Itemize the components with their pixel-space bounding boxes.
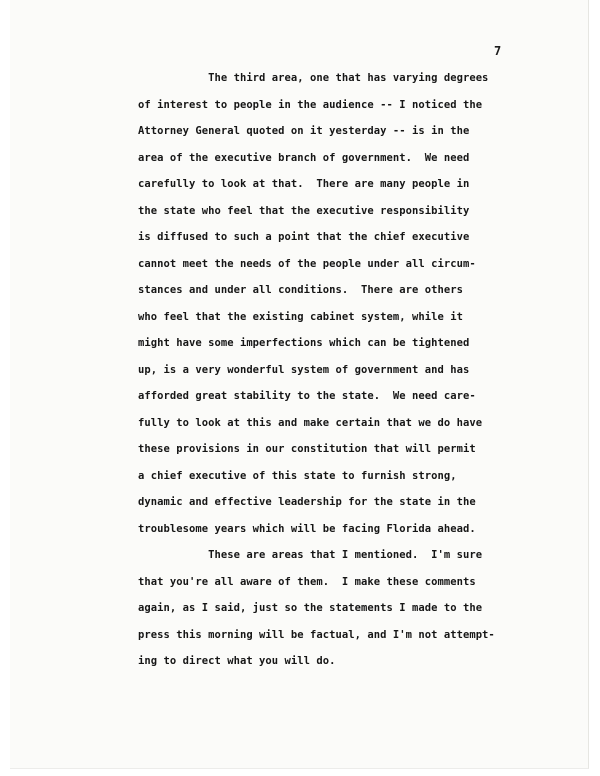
text-line: cannot meet the needs of the people under all circum- xyxy=(138,257,476,270)
text-line: ing to direct what you will do. xyxy=(138,655,336,667)
text-line: troublesome years which will be facing Florida ahead. xyxy=(138,522,476,535)
text-line: might have some imperfections which can be tightened xyxy=(138,337,470,349)
text-line: up, is a very wonderful system of government and has xyxy=(138,363,470,376)
text-line: that you're all aware of them. I make these comments xyxy=(138,575,476,588)
text-line: the state who feel that the executive responsibility xyxy=(138,204,470,217)
text-line: of interest to people in the audience -- I noticed the xyxy=(138,98,483,111)
text-line: is diffused to such a point that the chief executive xyxy=(138,231,470,243)
text-line: these provisions in our constitution that will permit xyxy=(138,443,476,455)
text-line: fully to look at this and make certain that we do have xyxy=(138,416,483,429)
text-line: area of the executive branch of government. We need xyxy=(138,151,470,164)
text-line: carefully to look at that. There are many people in xyxy=(138,178,470,190)
text-line: The third area, one that has varying degrees xyxy=(138,72,489,84)
text-line: a chief executive of this state to furnish strong, xyxy=(138,469,457,482)
paragraph-executive-branch xyxy=(138,72,488,549)
paragraph-areas-mentioned xyxy=(138,549,495,682)
text-line: again, as I said, just so the statements I made to the xyxy=(138,602,483,614)
typewritten-page xyxy=(10,0,589,769)
text-line: These are areas that I mentioned. I'm sure xyxy=(138,549,483,561)
text-line: who feel that the existing cabinet system, while it xyxy=(138,310,463,323)
text-line: stances and under all conditions. There are others xyxy=(138,284,463,296)
text-line: dynamic and effective leadership for the state in the xyxy=(138,496,476,508)
text-line: press this morning will be factual, and I'm not attempt- xyxy=(138,628,495,641)
text-line: Attorney General quoted on it yesterday -- is in the xyxy=(138,125,470,137)
page-number: 7 xyxy=(494,44,502,58)
text-line: afforded great stability to the state. We need care- xyxy=(138,390,476,402)
